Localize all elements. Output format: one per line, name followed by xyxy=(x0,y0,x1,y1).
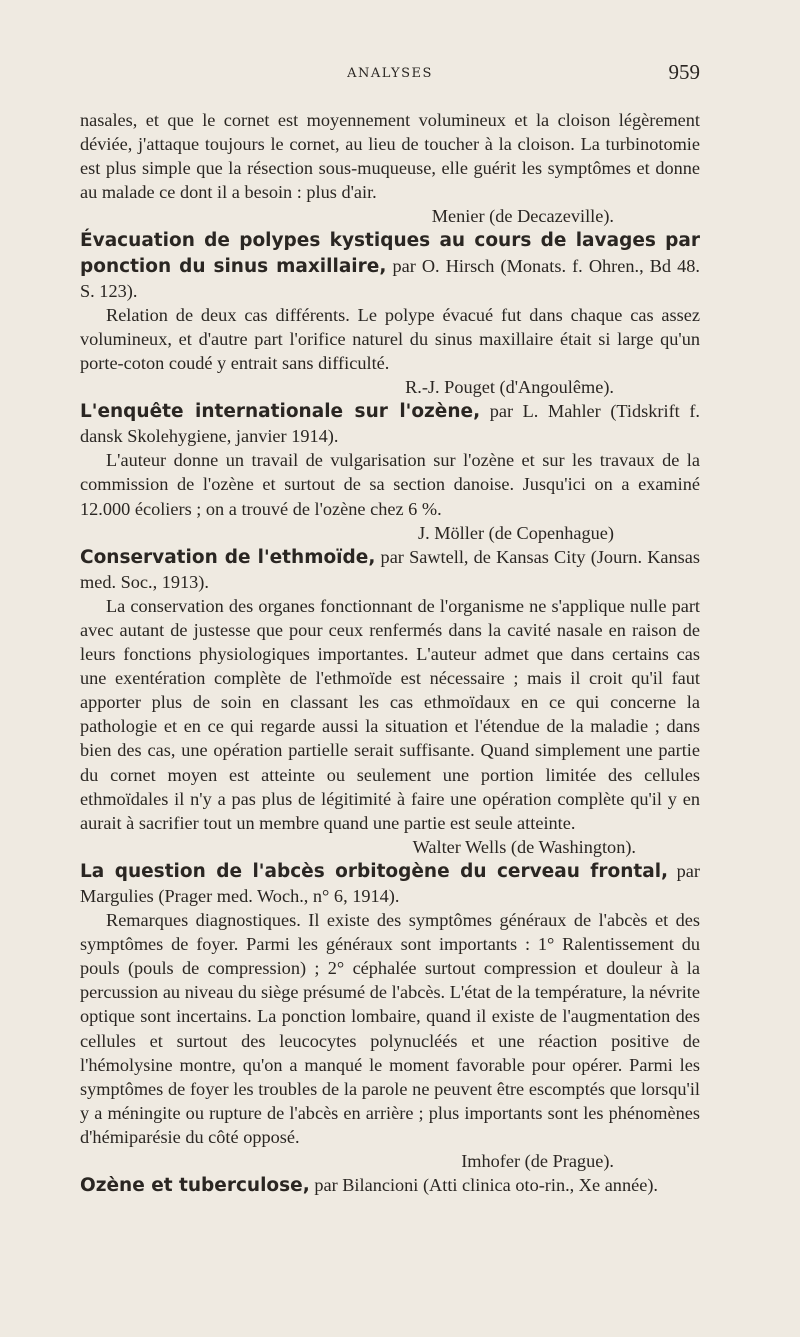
entry-body: Relation de deux cas différents. Le polype évacué fut dans chaque cas assez volumineux, et d'autre part l'orifice naturel du sinus maxillaire était si large qu'un porte-coton coudé y entrait sans difficulté. xyxy=(80,304,700,373)
entry-heading xyxy=(80,1173,700,1198)
signature-text: R.-J. Pouget (d'Angoulême). xyxy=(405,377,614,398)
entry-body: La conservation des organes fonctionnant de l'organisme ne s'applique nulle part avec autant de justesse que pour ceux renfermés dans la cavité nasale en raison de leurs fonctions physiologiques importantes. L'auteur admet que dans certains cas une exentération complète de l'ethmoïde est nécessaire ; mais il croit qu'il faut apporter plus de soin en classant les cas ethmoïdaux en ce qui concerne la pathologie et en ce qui regarde aussi la situation et l'étendue de la maladie ; dans bien des cas, une opération partielle serait suffisante. Quand simplement une partie du cornet moyen est atteinte ou seulement une portion limitée des cellules ethmoïdales il n'y a pas plus de légitimité à faire une opération complète qu'il y en aurait à sacrifier tout un membre quand une partie est seule atteinte. xyxy=(80,595,700,833)
entry-title: L'enquête internationale sur l'ozène, xyxy=(80,401,481,423)
entry-signature xyxy=(80,1149,700,1173)
entry-signature xyxy=(80,521,700,545)
entry-title: Ozène et tuberculose, xyxy=(80,1175,310,1197)
signature-text: Menier (de Decazeville). xyxy=(431,206,614,227)
entry-title: Conservation de l'ethmoïde, xyxy=(80,546,376,568)
entry-heading xyxy=(80,399,700,448)
entry-heading xyxy=(80,859,700,908)
entry-citation: par Bilancioni (Atti clinica oto-rin., Xe année). xyxy=(314,1175,658,1196)
running-head: ANALYSES xyxy=(347,66,433,81)
entry-heading xyxy=(80,545,700,594)
page-number: 959 xyxy=(668,60,700,84)
entry-heading xyxy=(80,228,700,302)
entry-body: Remarques diagnostiques. Il existe des symptômes généraux de l'abcès et des symptômes de foyer. Parmi les généraux sont importants : 1° Ralentissement du pouls (pouls de compression) ; 2° céphalée surtout compression et douleur à la percussion au niveau du siège présumé de l'abcès. L'état de la température, la névrite optique sont incertains. La ponction lombaire, quand il existe de l'augmentation des cellules et surtout des leucocytes polynucléés et une réaction positive de l'hémolysine montre, qu'on a manqué le moment favorable pour opérer. Parmi les symptômes de foyer les troubles de la parole ne peuvent être escomptés que lorsqu'il y a méningite ou rupture de l'abcès en arrière ; plus importants sont les phénomènes d'hémiparésie du côté opposé. xyxy=(80,910,700,1147)
entry-signature xyxy=(80,835,700,859)
intro-signature xyxy=(80,204,700,228)
signature-text: J. Möller (de Copenhague) xyxy=(418,522,614,543)
entry-signature xyxy=(80,375,700,399)
entry-title: La question de l'abcès orbitogène du cerveau frontal, xyxy=(80,860,669,882)
entry-citation: par Sawtell, de Kansas City (Journ. Kansas med. Soc., 1913). xyxy=(80,546,700,592)
intro-paragraph: nasales, et que le cornet est moyennement volumineux et la cloison légèrement déviée, j'attaque toujours le cornet, au lieu de toucher à la cloison. La turbinotomie est plus simple que la résection sous-muqueuse, elle guérit les symptômes et donne au malade ce dont il a besoin : plus d'air. xyxy=(80,110,700,203)
entry-citation: par L. Mahler (Tidskrift f. dansk Skolehygiene, janvier 1914). xyxy=(80,401,700,447)
signature-text: Imhofer (de Prague). xyxy=(461,1151,614,1172)
signature-text: Walter Wells (de Washington). xyxy=(412,836,636,857)
page-header xyxy=(80,62,700,92)
entry-body: L'auteur donne un travail de vulgarisation sur l'ozène et sur les travaux de la commission de l'ozène et surtout de sa section danoise. Jusqu'ici on a examiné 12.000 écoliers ; on a trouvé de l'ozène chez 6 %. xyxy=(80,450,700,519)
entry-citation: par Margulies (Prager med. Woch., n° 6, 1914). xyxy=(80,860,700,906)
entry-title: Évacuation de polypes kystiques au cours de lavages par ponction du sinus maxillaire, xyxy=(80,230,700,277)
entry-citation: par O. Hirsch (Monats. f. Ohren., Bd 48. S. 123). xyxy=(80,255,700,301)
article-body xyxy=(80,108,700,1198)
